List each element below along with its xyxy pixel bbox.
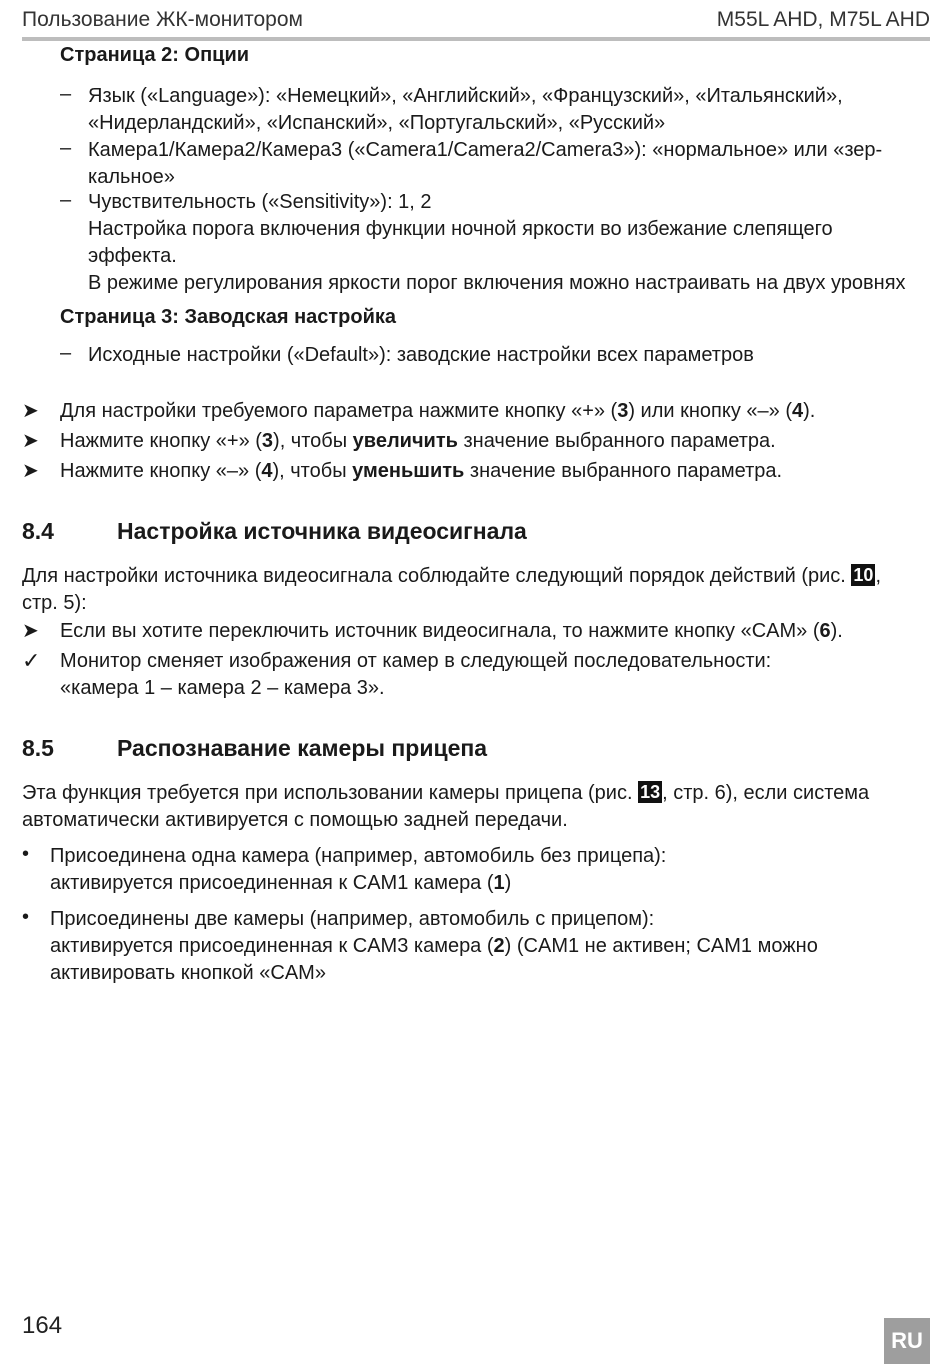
ref-number: 3 — [617, 400, 629, 422]
figure-badge: 10 — [853, 565, 874, 585]
option-camera-line1: Камера1/Камера2/Камера3 («Camera1/Camera2/Camera3»): «нормальное» или «зер- — [88, 139, 883, 161]
section-number: 8.4 — [22, 518, 54, 544]
case-line2 — [50, 933, 818, 960]
step-decrease — [60, 458, 782, 485]
dash-marker: – — [60, 137, 72, 159]
header-model: M55L AHD, M75L AHD — [716, 8, 930, 31]
ref-number: 3 — [261, 430, 274, 452]
ref-number: 2 — [493, 935, 505, 957]
case-line1: Присоединены две камеры (например, автомобиль с прицепом): — [50, 908, 655, 930]
page-header — [22, 8, 930, 34]
case-text: активируется присоединенная к CAM3 камера ( — [50, 935, 494, 957]
arrow-icon: ➤ — [22, 430, 39, 452]
intro-text: , — [875, 565, 882, 587]
option-language — [88, 83, 843, 137]
step-text: ). — [830, 620, 843, 642]
section-title: Настройка источника видеосигнала — [117, 518, 527, 544]
option-language-line2: «Нидерландский», «Испанский», «Португальский», «Русский» — [88, 112, 666, 134]
option-language-line1: Язык («Language»): «Немецкий», «Английский», «Французский», «Итальянский», — [88, 85, 843, 107]
page-number: 164 — [22, 1312, 63, 1339]
ref-number: 4 — [792, 400, 804, 422]
step-text: ), чтобы — [272, 460, 353, 482]
emphasis-text: увеличить — [352, 430, 458, 452]
section-title: Распознавание камеры прицепа — [117, 735, 488, 761]
step-text: значение выбранного параметра. — [457, 430, 776, 452]
step-increase — [60, 428, 776, 455]
step-text: Нажмите кнопку «+» ( — [60, 430, 262, 452]
page3-title: Страница 3: Заводская настройка — [60, 306, 397, 328]
header-title: Пользование ЖК-монитором — [22, 8, 303, 31]
intro-text: Эта функция требуется при использовании камеры прицепа (рис. — [22, 782, 639, 804]
ref-number: 4 — [261, 460, 273, 482]
page2-title: Страница 2: Опции — [60, 44, 250, 66]
dash-marker: – — [60, 83, 72, 105]
result-sequence — [60, 648, 771, 702]
arrow-icon: ➤ — [22, 620, 39, 642]
section85-intro — [22, 780, 932, 834]
dash-marker: – — [60, 342, 72, 364]
intro-line1 — [22, 780, 932, 807]
option-sensitivity-line2: Настройка порога включения функции ночной яркости во избежание слепящего — [88, 218, 833, 240]
section84-intro — [22, 563, 932, 617]
case-line2 — [50, 870, 666, 897]
step-text: ), чтобы — [273, 430, 353, 452]
option-sensitivity-line4: В режиме регулирования яркости порог включения можно настраивать на двух уровнях — [88, 272, 906, 294]
header-rule — [22, 37, 930, 41]
case-line1: Присоединена одна камера (например, автомобиль без прицепа): — [50, 845, 667, 867]
case-text: ) (CAM1 не активен; CAM1 можно — [504, 935, 818, 957]
step-text: Если вы хотите переключить источник видеосигнала, то нажмите кнопку «CAM» ( — [60, 620, 820, 642]
result-line2: «камера 1 – камера 2 – камера 3». — [60, 677, 385, 699]
case-line3: активировать кнопкой «CAM» — [50, 962, 326, 984]
case-one-camera — [50, 843, 666, 897]
arrow-icon: ➤ — [22, 400, 39, 422]
step-text: ) или кнопку «–» ( — [628, 400, 792, 422]
check-icon: ✓ — [22, 648, 41, 673]
case-two-cameras — [50, 906, 818, 987]
ref-number: 6 — [819, 620, 831, 642]
option-camera — [88, 137, 882, 191]
case-text: активируется присоединенная к CAM1 камера ( — [50, 872, 494, 894]
intro-line1 — [22, 563, 932, 590]
step-text: значение выбранного параметра. — [464, 460, 783, 482]
option-sensitivity-line3: эффекта. — [88, 245, 177, 267]
arrow-icon: ➤ — [22, 460, 39, 482]
ref-number: 1 — [493, 872, 505, 894]
intro-line2: автоматически активируется с помощью задней передачи. — [22, 809, 568, 831]
step-text: Нажмите кнопку «–» ( — [60, 460, 262, 482]
step-switch-source — [60, 618, 843, 645]
option-sensitivity-line1: Чувствительность («Sensitivity»): 1, 2 — [88, 191, 432, 213]
language-badge: RU — [884, 1318, 930, 1364]
intro-text: , стр. 6), если система — [662, 782, 870, 804]
case-text: ) — [504, 872, 512, 894]
figure-badge: 13 — [640, 782, 661, 802]
step-select-parameter — [60, 398, 815, 425]
option-sensitivity — [88, 189, 906, 297]
emphasis-text: уменьшить — [352, 460, 465, 482]
option-default: Исходные настройки («Default»): заводские настройки всех параметров — [88, 344, 754, 366]
option-camera-line2: кальное» — [88, 166, 175, 188]
step-text: ). — [803, 400, 816, 422]
bullet-marker: • — [22, 906, 30, 928]
dash-marker: – — [60, 189, 72, 211]
bullet-marker: • — [22, 843, 30, 865]
step-text: Для настройки требуемого параметра нажмите кнопку «+» ( — [60, 400, 618, 422]
result-line1: Монитор сменяет изображения от камер в следующей последовательности: — [60, 650, 772, 672]
section-number: 8.5 — [22, 735, 54, 761]
intro-text: Для настройки источника видеосигнала соблюдайте следующий порядок действий (рис. — [22, 565, 852, 587]
intro-line2: стр. 5): — [22, 592, 87, 614]
